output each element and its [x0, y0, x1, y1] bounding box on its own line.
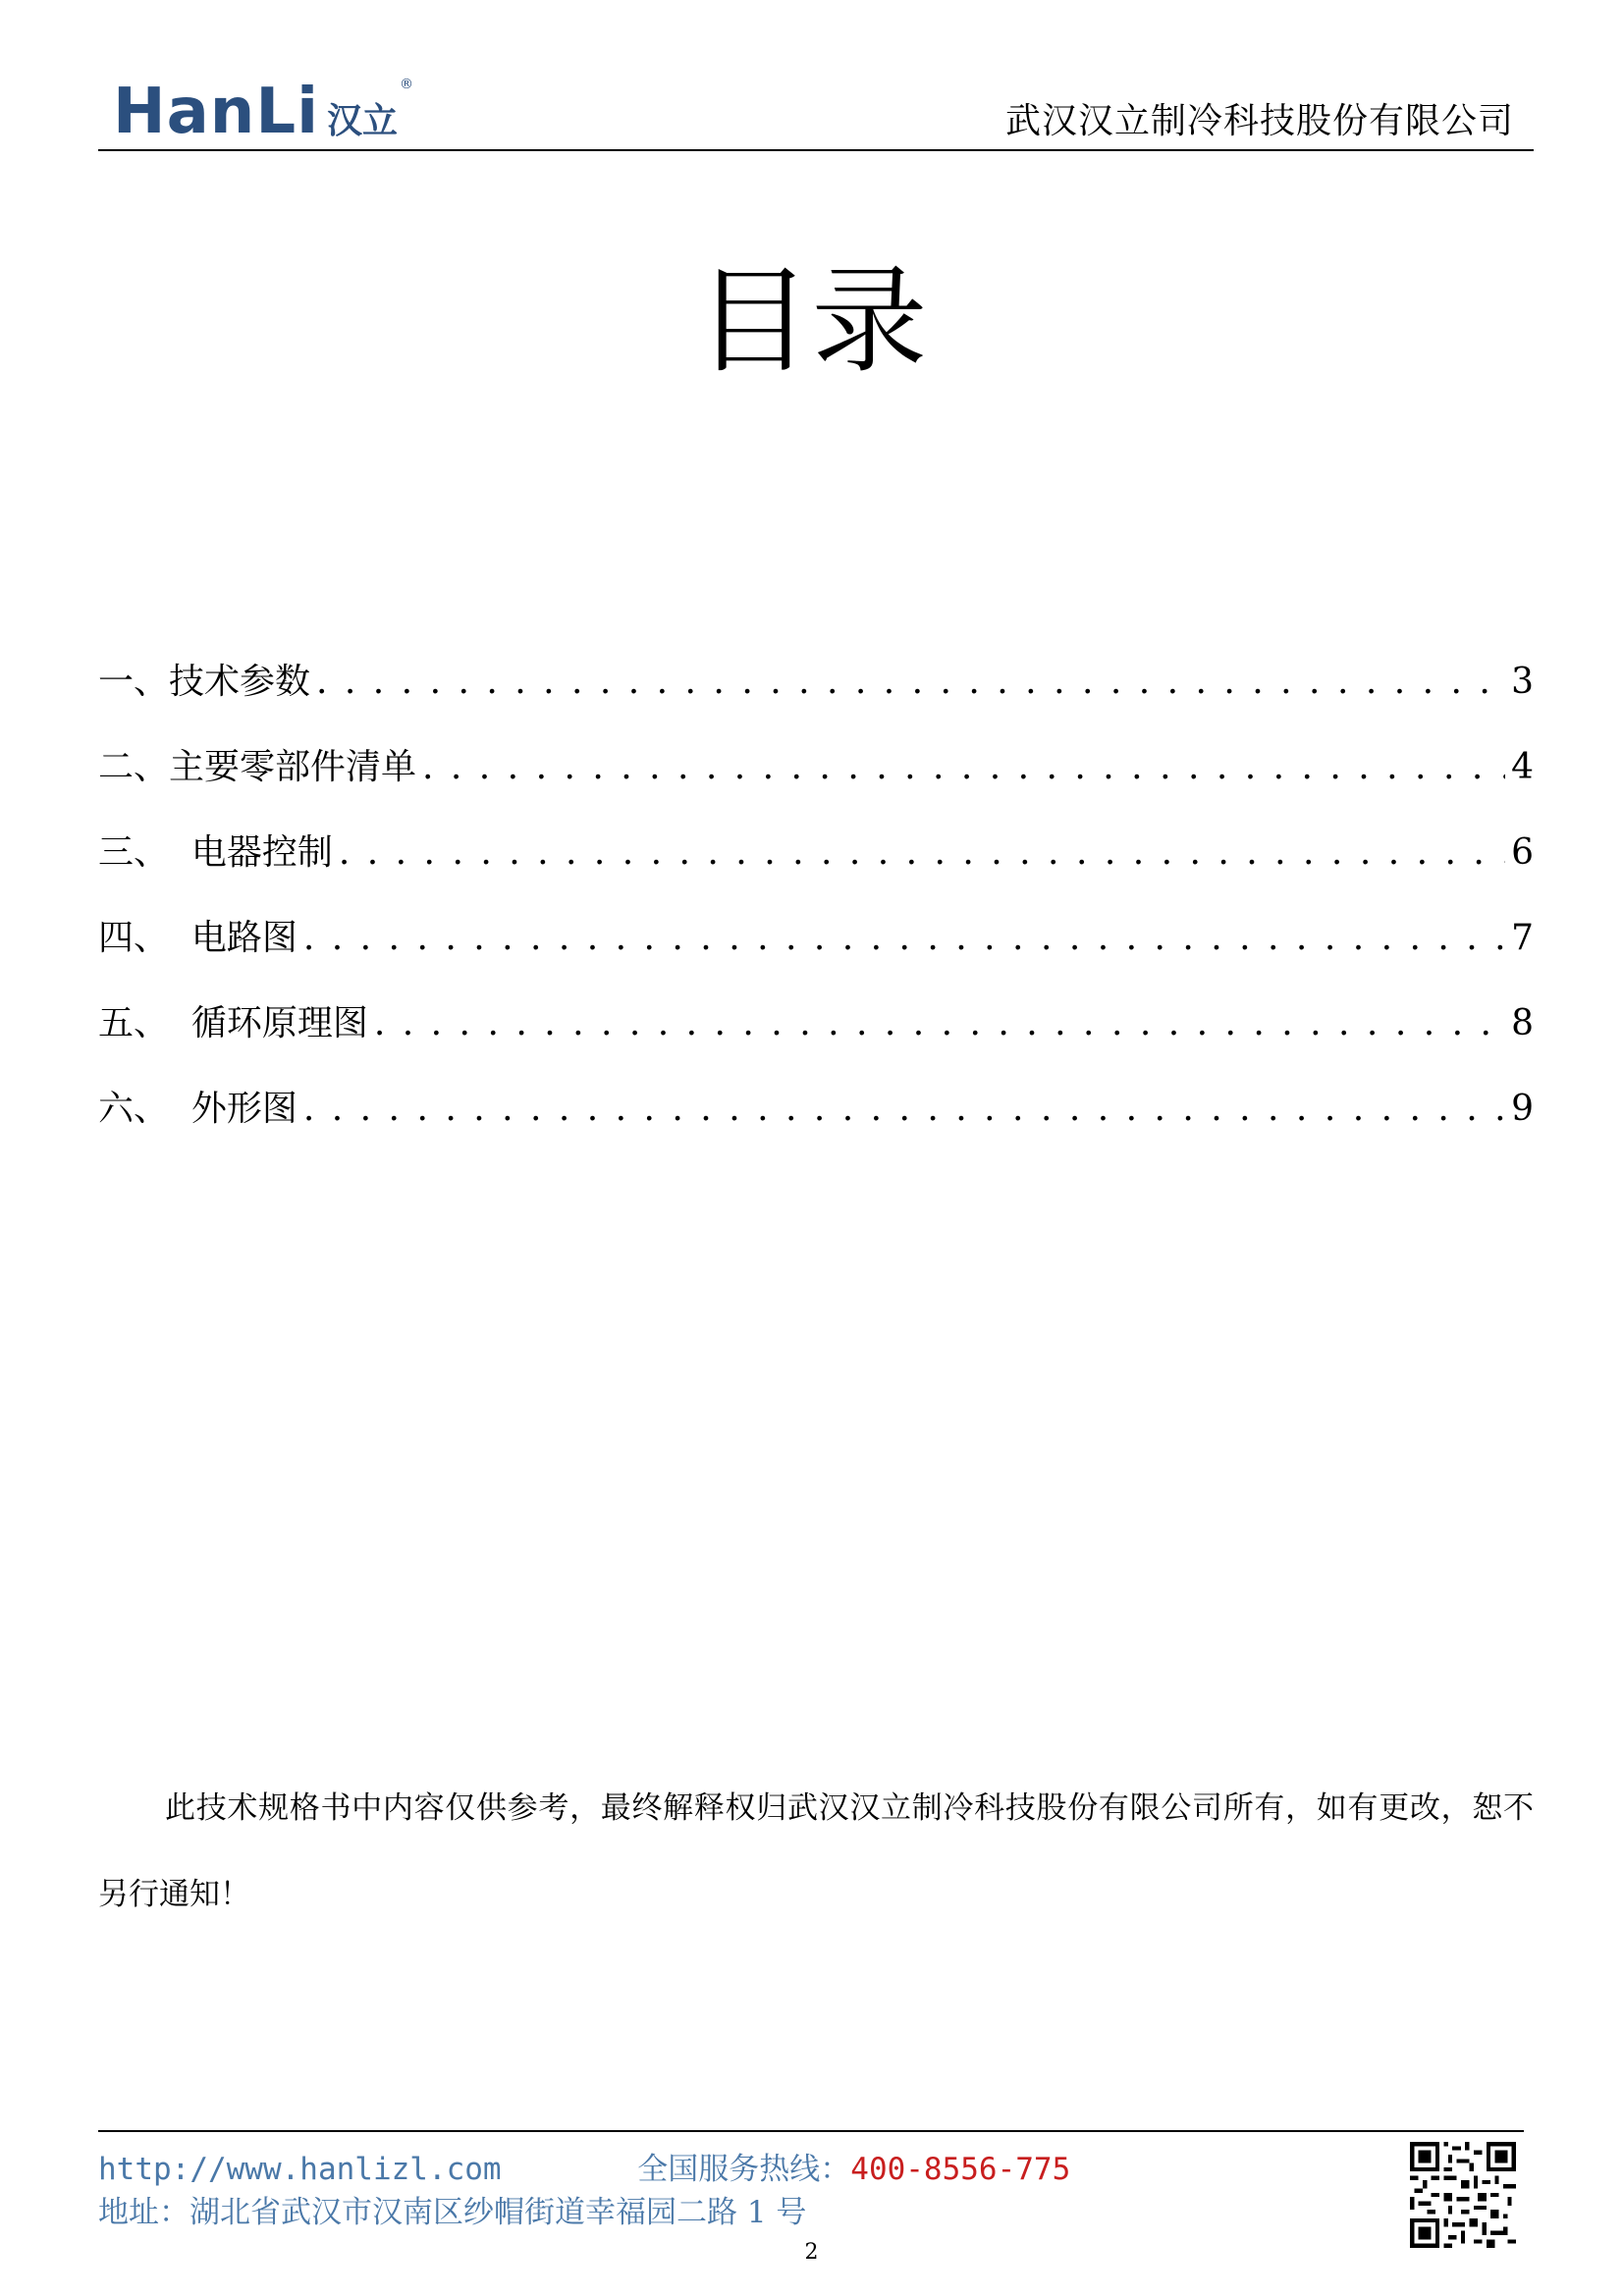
table-of-contents: [98, 654, 1534, 1166]
toc-leader-dots: [303, 918, 1505, 958]
hanli-logo: [113, 75, 414, 148]
page-header: [98, 65, 1534, 151]
toc-entry-label: 五、 循环原理图: [98, 1003, 368, 1043]
logo-wordmark: HanLi: [113, 76, 320, 148]
footer-website-link[interactable]: http://www.hanlizl.com: [98, 2152, 502, 2187]
footer-contact-line: [98, 2144, 1070, 2188]
toc-entry-page: 9: [1511, 1089, 1534, 1129]
page-number: 2: [804, 2240, 819, 2265]
toc-entry-page: 7: [1511, 918, 1534, 958]
toc-entry-label: 二、主要零部件清单: [98, 747, 417, 787]
toc-leader-dots: [316, 662, 1505, 702]
toc-entry-page: 4: [1511, 747, 1534, 787]
toc-entry[interactable]: [98, 654, 1534, 739]
footer-divider: [98, 2130, 1524, 2132]
toc-entry[interactable]: [98, 910, 1534, 995]
toc-entry-label: 三、 电器控制: [98, 832, 333, 873]
logo-chinese: 汉立: [327, 101, 399, 141]
toc-leader-dots: [374, 1003, 1505, 1043]
toc-entry[interactable]: [98, 739, 1534, 825]
footer-hotline-number: 400-8556-775: [850, 2152, 1071, 2187]
disclaimer-notice: 此技术规格书中内容仅供参考，最终解释权归武汉汉立制冷科技股份有限公司所有，如有更改，恕不另行通知！: [98, 1790, 1534, 1912]
toc-entry-page: 3: [1511, 662, 1534, 702]
company-name: 武汉汉立制冷科技股份有限公司: [1004, 101, 1514, 141]
toc-entry[interactable]: [98, 825, 1534, 910]
toc-leader-dots: [303, 1089, 1505, 1129]
toc-leader-dots: [339, 832, 1505, 873]
toc-entry[interactable]: [98, 995, 1534, 1081]
footer-hotline-label: 全国服务热线：: [637, 2152, 851, 2187]
toc-leader-dots: [422, 747, 1505, 787]
toc-entry[interactable]: [98, 1081, 1534, 1166]
toc-entry-label: 一、技术参数: [98, 662, 311, 702]
toc-entry-page: 8: [1511, 1003, 1534, 1043]
toc-entry-label: 四、 电路图: [98, 918, 298, 958]
qr-code-icon: [1410, 2142, 1516, 2248]
footer-address: 地址：湖北省武汉市汉南区纱帽街道幸福园二路 1 号: [98, 2195, 807, 2230]
toc-entry-page: 6: [1511, 832, 1534, 873]
toc-entry-label: 六、 外形图: [98, 1089, 298, 1129]
page-title: 目录: [695, 253, 928, 389]
registered-mark: ®: [400, 77, 414, 92]
